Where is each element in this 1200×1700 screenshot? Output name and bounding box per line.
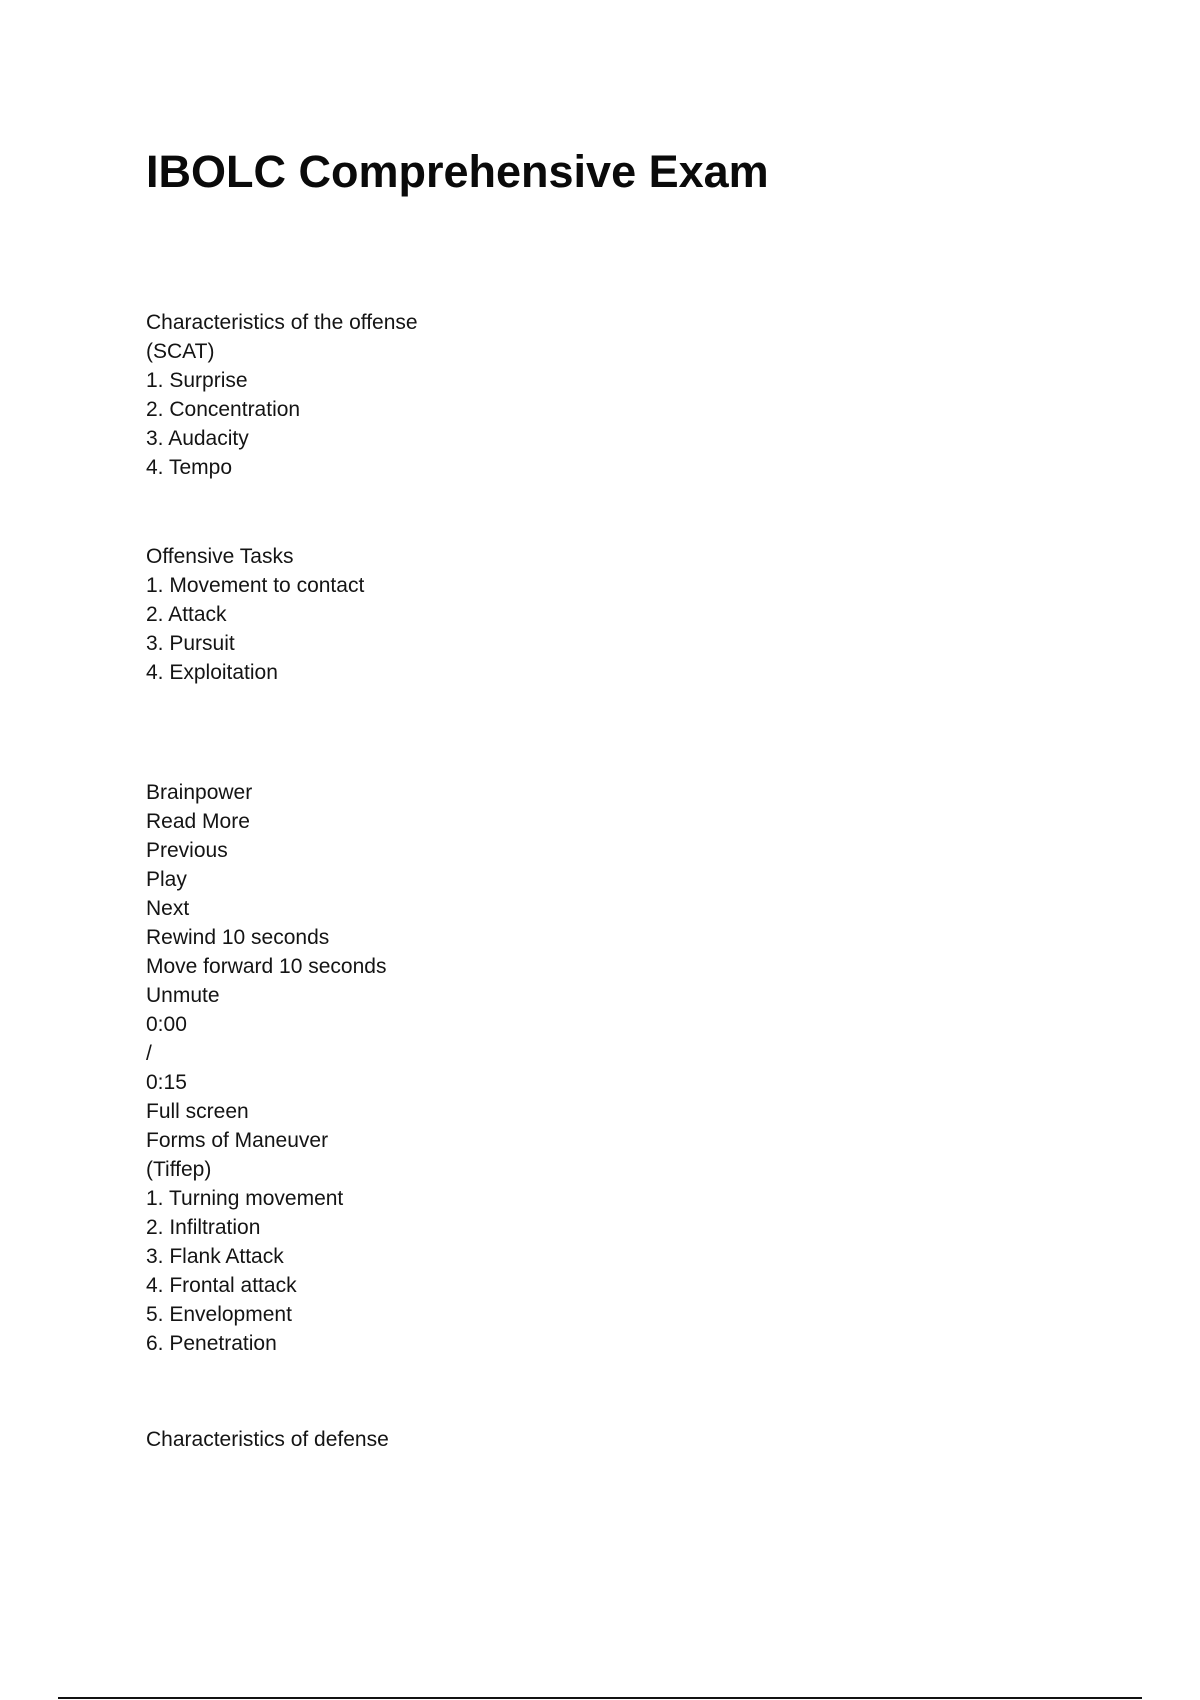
section-heading: Offensive Tasks: [146, 545, 294, 568]
unmute-button[interactable]: Unmute: [146, 984, 220, 1007]
time-separator: /: [146, 1042, 152, 1065]
list-item: 1. Movement to contact: [146, 574, 365, 597]
list-item: 3. Audacity: [146, 427, 249, 450]
list-item: 2. Concentration: [146, 398, 301, 421]
list-item: 1. Surprise: [146, 369, 248, 392]
list-item: 3. Flank Attack: [146, 1245, 284, 1268]
previous-button[interactable]: Previous: [146, 839, 228, 862]
offensive-tasks-section: [146, 542, 364, 687]
current-time: 0:00: [146, 1013, 187, 1036]
defense-characteristics-section: [146, 1425, 389, 1454]
forward-button[interactable]: Move forward 10 seconds: [146, 955, 387, 978]
play-button[interactable]: Play: [146, 868, 187, 891]
rewind-button[interactable]: Rewind 10 seconds: [146, 926, 330, 949]
list-item: 4. Tempo: [146, 456, 232, 479]
offense-characteristics-section: [146, 308, 418, 482]
section-heading: Characteristics of the offense: [146, 311, 418, 334]
section-heading: Characteristics of defense: [146, 1428, 389, 1451]
list-item: 1. Turning movement: [146, 1187, 344, 1210]
acronym-line: (Tiffep): [146, 1158, 212, 1181]
acronym-line: (SCAT): [146, 340, 215, 363]
duration-time: 0:15: [146, 1071, 187, 1094]
footer-divider: [58, 1697, 1142, 1699]
read-more-link[interactable]: Read More: [146, 810, 250, 833]
list-item: 6. Penetration: [146, 1332, 277, 1355]
list-item: 4. Exploitation: [146, 661, 278, 684]
player-and-maneuver-section: [146, 778, 386, 1358]
full-screen-button[interactable]: Full screen: [146, 1100, 249, 1123]
list-item: 3. Pursuit: [146, 632, 235, 655]
section-heading: Forms of Maneuver: [146, 1129, 329, 1152]
brand-text: Brainpower: [146, 781, 253, 804]
list-item: 4. Frontal attack: [146, 1274, 297, 1297]
page-title: IBOLC Comprehensive Exam: [146, 146, 769, 197]
list-item: 5. Envelopment: [146, 1303, 292, 1326]
next-button[interactable]: Next: [146, 897, 190, 920]
list-item: 2. Infiltration: [146, 1216, 261, 1239]
list-item: 2. Attack: [146, 603, 227, 626]
